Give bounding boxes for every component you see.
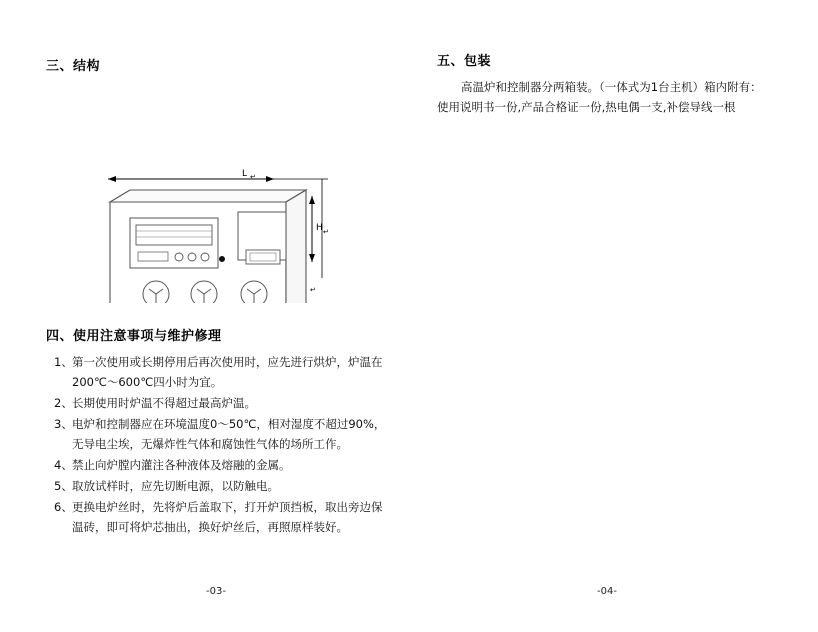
furnace-diagram (46, 78, 386, 303)
dimension-height (309, 196, 315, 262)
list-item-text: 第一次使用或长期停用后再次使用时，应先进行烘炉，炉温在200℃～600℃四小时为宜。 (72, 355, 383, 389)
indicator-block (138, 252, 168, 261)
list-item (46, 497, 386, 537)
dimension-width-label: L (242, 169, 248, 179)
list-item-text: 禁止向炉膛内灌注各种液体及熔融的金属。 (72, 458, 291, 472)
list-item-text: 取放试样时，应先切断电源，以防触电。 (72, 479, 279, 493)
section-notes (46, 325, 386, 538)
list-item-text: 更换电炉丝时，先将炉后盖取下，打开炉顶挡板，取出旁边保温砖，即可将炉芯抽出，换好炉丝后，再照原样装好。 (72, 500, 383, 534)
display-screen-left (136, 225, 212, 245)
section-packing (437, 50, 777, 117)
display-screen-right-inner (250, 253, 276, 261)
cabinet-side-face (286, 190, 306, 303)
cabinet-top-face (110, 190, 306, 202)
section-notes-heading: 四、使用注意事项与维护修理 (46, 329, 222, 344)
figure-mark-2: ↵ (310, 286, 316, 294)
section-packing-heading: 五、包装 (437, 54, 492, 69)
packing-paragraph (437, 77, 777, 117)
list-item-number: 5、 (54, 479, 73, 493)
list-item-text: 电炉和控制器应在环境温度0～50℃，相对湿度不超过90%，无导电尘埃，无爆炸性气体和腐蚀性气体的场所工作。 (72, 417, 386, 451)
list-item-text: 长期使用时炉温不得超过最高炉温。 (72, 396, 256, 410)
page-number-right: -04- (597, 586, 617, 597)
list-item (46, 393, 386, 413)
list-item-number: 1、 (54, 355, 73, 369)
section-structure-heading: 三、结构 (46, 59, 101, 74)
furnace-diagram-svg (46, 78, 386, 303)
indicator-lamp-3 (201, 253, 209, 261)
list-item-number: 6、 (54, 500, 73, 514)
packing-paragraph-line2: 使用说明书一份,产品合格证一份,热电偶一支,补偿导线一根 (437, 100, 736, 114)
list-item (46, 476, 386, 496)
packing-paragraph-line1: 高温炉和控制器分两箱装。（一体式为1台主机）箱内附有： (461, 80, 762, 94)
list-item-number: 2、 (54, 396, 73, 410)
list-item (46, 455, 386, 475)
dimension-height-label: H (316, 223, 323, 233)
list-item-number: 4、 (54, 458, 73, 472)
list-item (46, 414, 386, 454)
indicator-lamp-2 (188, 253, 196, 261)
list-item (46, 352, 386, 392)
knob-group (143, 281, 267, 303)
list-item-number: 3、 (54, 417, 73, 431)
dimension-width-label-sub: ↵ (250, 173, 256, 181)
indicator-lamp-1 (175, 253, 183, 261)
notes-list (46, 352, 386, 537)
page-number-left: -03- (206, 586, 226, 597)
dimension-height-label-sub: ↵ (323, 228, 329, 236)
power-dot (219, 256, 224, 261)
